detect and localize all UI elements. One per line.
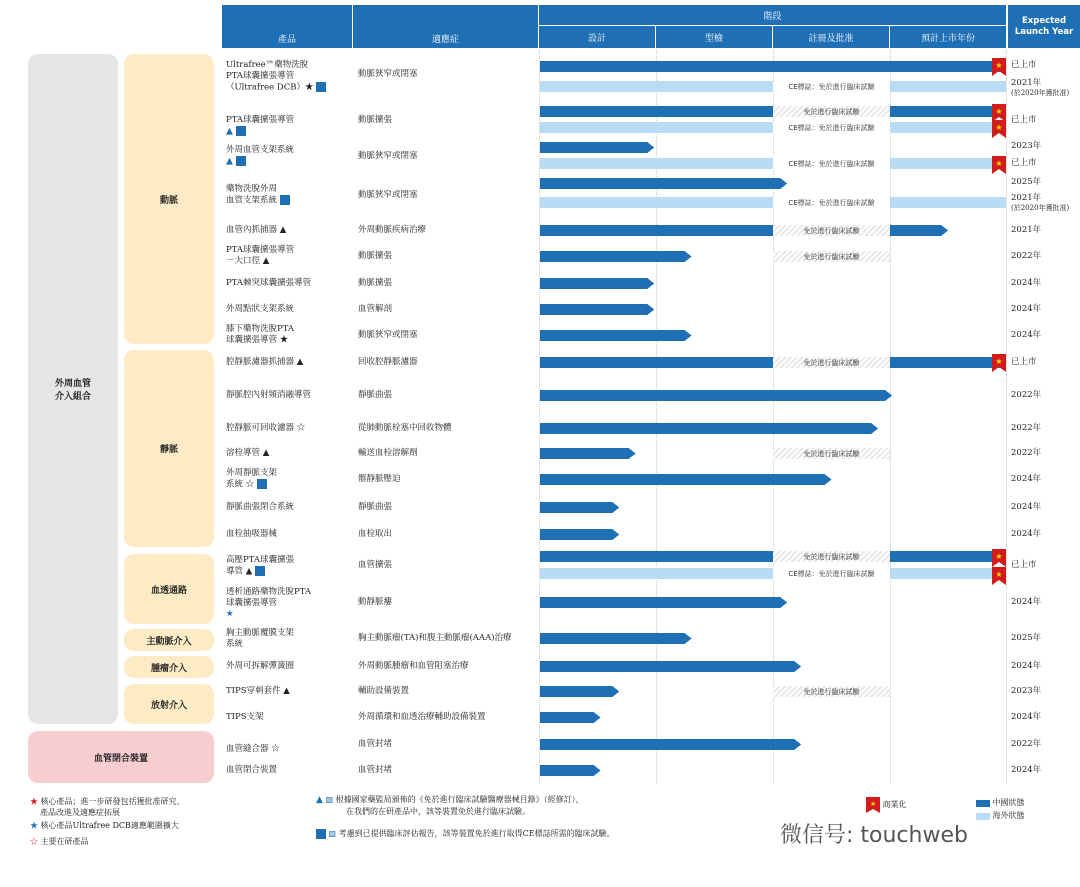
category-closure: 血管閉合裝置 <box>28 731 214 783</box>
indication-text: 動脈擴張 <box>358 278 393 288</box>
china-progress-bar <box>540 251 692 262</box>
svg-text:★: ★ <box>995 552 1003 561</box>
indication-text: 血栓取出 <box>358 529 393 539</box>
category-tumor: 腫瘤介入 <box>124 656 214 678</box>
launch-year: 2023年 <box>1011 686 1042 696</box>
indication-text: 動脈狹窄或閉塞 <box>358 151 418 161</box>
indication-text: 回收腔靜脈濾器 <box>358 357 418 367</box>
category-radiation: 放射介入 <box>124 684 214 724</box>
china-progress-bar <box>540 597 787 608</box>
product-name: 透析通路藥物洗脫PTA 球囊擴張導管 ★ <box>226 587 312 619</box>
header-launch: 預計上市年份 <box>890 26 1006 48</box>
china-progress-bar <box>540 551 773 562</box>
launch-year: 2025年 2021年 (於2020年獲批准) <box>1011 177 1070 212</box>
launch-year: 2022年 <box>1011 739 1042 749</box>
china-progress-bar <box>540 178 787 189</box>
commercial-flag-icon <box>992 58 1006 76</box>
launch-year: 2024年 <box>1011 502 1042 512</box>
launch-year: 2022年 <box>1011 448 1042 458</box>
header-indication: 適應症 <box>353 5 538 48</box>
overseas-progress-bar <box>540 122 773 133</box>
launch-year: 2025年 <box>1011 633 1042 643</box>
china-progress-bar <box>540 529 619 540</box>
china-progress-bar <box>540 304 654 315</box>
product-name: 血管閉合裝置 <box>226 765 278 775</box>
commercial-flag-icon <box>992 354 1006 372</box>
china-progress-bar <box>540 739 801 750</box>
commercial-flag-icon <box>866 797 880 813</box>
indication-text: 髂靜脈壓迫 <box>358 474 401 484</box>
indication-text: 血管封堵 <box>358 765 393 775</box>
product-name: 藥物洗脫外周 血管支架系統 <box>226 184 350 207</box>
ce-exempt-label: CE標誌：免於進行臨床試驗 <box>773 81 890 92</box>
product-name: 血管內抓捕器 ▲ <box>226 225 287 235</box>
ce-exempt-label: CE標誌：免於進行臨床試驗 <box>773 568 890 579</box>
ce-exempt-label: CE標誌：免於進行臨床試驗 <box>773 158 890 169</box>
indication-text: 靜脈曲張 <box>358 390 393 400</box>
header-design: 設計 <box>539 26 656 48</box>
product-name: 腔靜脈濾器抓捕器 ▲ <box>226 357 304 367</box>
legend-core: ★ 核心產品；進一步研發包括獲批准研究、 產品改進及適應症拓展 <box>30 797 185 817</box>
product-name: PTA球囊擴張導管 －大口徑 ▲ <box>226 245 295 266</box>
indication-text: 輸送血栓溶解劑 <box>358 448 418 458</box>
indication-text: 動脈狹窄或閉塞 <box>358 69 418 79</box>
indication-text: 靜脈曲張 <box>358 502 393 512</box>
svg-text:★: ★ <box>995 357 1003 366</box>
indication-text: 動脈狹窄或閉塞 <box>358 330 418 340</box>
legend-overseas: 海外狀態 <box>976 810 1025 821</box>
category-portfolio: 外周血管 介入組合 <box>28 54 118 724</box>
china-progress-bar <box>540 278 654 289</box>
china-progress-bar <box>540 330 692 341</box>
launch-year: 2024年 <box>1011 661 1042 671</box>
china-progress-bar <box>540 423 878 434</box>
svg-text:★: ★ <box>995 107 1003 116</box>
product-name: 外周血管支架系統 ▲ <box>226 145 295 167</box>
china-progress-bar <box>890 106 1007 117</box>
category-vein: 靜脈 <box>124 350 214 547</box>
category-dialysis: 血透通路 <box>124 554 214 624</box>
commercial-flag-icon <box>992 549 1006 567</box>
watermark: 微信号: touchweb <box>780 823 968 848</box>
exempt-label: 免於進行臨床試驗 <box>773 225 890 236</box>
launch-year: 2024年 <box>1011 474 1042 484</box>
launch-year: 2022年 <box>1011 251 1042 261</box>
svg-text:★: ★ <box>995 61 1003 70</box>
launch-year: 2024年 <box>1011 529 1042 539</box>
indication-text: 外周循環和血透治療輔助設備裝置 <box>358 712 486 722</box>
launch-year: 2024年 <box>1011 304 1042 314</box>
product-name: 血管縫合器 ☆ <box>226 744 280 754</box>
china-progress-bar <box>540 765 601 776</box>
china-progress-bar <box>540 474 832 485</box>
header-product: 產品 <box>222 5 352 48</box>
overseas-progress-bar <box>890 122 1007 133</box>
indication-text: 從肺動脈栓塞中回收物體 <box>358 423 452 433</box>
legend-note-ce: ▧ 考慮到已提供臨床評估報告，該等裝置免於進行取得CE標誌所需的臨床試驗。 <box>316 828 736 839</box>
launch-year: 已上市 <box>1011 115 1037 125</box>
header-expected: Expected Launch Year <box>1008 5 1080 48</box>
indication-text: 動脈擴張 <box>358 251 393 261</box>
legend-note-nmpa: ▲ ▧ 根據國家藥監局頒佈的《免於進行臨床試驗醫療器械目錄》（經修訂）， 在我們的在研產品中，該等裝置免於進行臨床試驗。 <box>316 795 584 816</box>
launch-year: 2023年 已上市 <box>1011 141 1042 168</box>
indication-text: 輔助設備裝置 <box>358 686 410 696</box>
legend-major: ☆ 主要在研產品 <box>30 837 89 846</box>
exempt-label: 免於進行臨床試驗 <box>773 448 890 459</box>
product-name: Ultrafree™藥物洗脫 PTA球囊擴張導管 （Ultrafree DCB）★ <box>226 60 350 94</box>
china-progress-bar <box>540 106 773 117</box>
indication-text: 血管擴張 <box>358 560 393 570</box>
exempt-label: 免於進行臨床試驗 <box>773 357 890 368</box>
launch-year: 2022年 <box>1011 423 1042 433</box>
overseas-progress-bar <box>540 568 773 579</box>
product-name: 外周點狀支架系統 <box>226 304 295 314</box>
commercial-flag-icon <box>992 156 1006 174</box>
china-progress-bar <box>540 225 773 236</box>
exempt-label: 免於進行臨床試驗 <box>773 106 890 117</box>
product-name: 溶栓導管 ▲ <box>226 448 270 458</box>
product-name: 外周可拆解彈簧圈 <box>226 661 295 671</box>
china-progress-bar <box>540 633 692 644</box>
legend-china: 中國狀態 <box>976 797 1025 808</box>
launch-year: 2022年 <box>1011 390 1042 400</box>
ce-exempt-label: CE標誌：免於進行臨床試驗 <box>773 197 890 208</box>
china-progress-bar <box>540 357 773 368</box>
china-progress-bar <box>540 390 892 401</box>
overseas-progress-bar <box>890 568 1007 579</box>
china-progress-bar <box>540 661 801 672</box>
indication-text: 血管封堵 <box>358 739 393 749</box>
china-progress-bar <box>540 61 1006 72</box>
launch-year: 2024年 <box>1011 765 1042 775</box>
launch-year: 已上市 <box>1011 357 1037 367</box>
overseas-progress-bar <box>890 158 1007 169</box>
indication-text: 外周動脈疾病治療 <box>358 225 427 235</box>
launch-year: 已上市 2021年 (於2020年獲批准) <box>1011 60 1070 97</box>
product-name: 高壓PTA球囊擴張 導管 ▲ <box>226 555 295 577</box>
product-name: 外周靜脈支架 系統 ☆ <box>226 468 278 490</box>
commercial-flag-icon <box>992 567 1006 585</box>
category-artery: 動脈 <box>124 54 214 344</box>
product-name: 胸主動脈覆膜支架 系統 <box>226 628 295 649</box>
svg-text:★: ★ <box>995 159 1003 168</box>
svg-text:★: ★ <box>869 800 877 808</box>
indication-text: 胸主動脈瘤(TA)和腹主動脈瘤(AAA)治療 <box>358 633 512 643</box>
indication-text: 動脈擴張 <box>358 115 393 125</box>
product-name: 靜脈曲張閉合系統 <box>226 502 295 512</box>
indication-text: 外周動脈腫瘤和血管阻塞治療 <box>358 661 469 671</box>
overseas-progress-bar <box>540 197 773 208</box>
exempt-label: 免於進行臨床試驗 <box>773 551 890 562</box>
china-progress-bar <box>540 142 654 153</box>
svg-text:★: ★ <box>995 570 1003 579</box>
overseas-progress-bar <box>540 158 773 169</box>
overseas-progress-bar <box>890 197 1007 208</box>
header-type-test: 型檢 <box>656 26 773 48</box>
exempt-label: 免於進行臨床試驗 <box>773 686 890 697</box>
china-progress-bar <box>540 686 619 697</box>
product-name: PTA球囊擴張導管 ▲ <box>226 115 295 137</box>
china-progress-bar <box>540 712 601 723</box>
launch-year: 2024年 <box>1011 278 1042 288</box>
overseas-progress-bar <box>540 81 773 92</box>
overseas-progress-bar <box>890 81 1007 92</box>
legend-core-dcb: ★ 核心產品Ultrafree DCB適應範圍擴大 <box>30 821 179 830</box>
china-progress-bar <box>540 502 619 513</box>
product-name: 靜脈腔內射頻消融導管 <box>226 390 312 400</box>
indication-text: 動靜脈瘻 <box>358 597 393 607</box>
indication-text: 動脈狹窄或閉塞 <box>358 190 418 200</box>
svg-text:★: ★ <box>995 123 1003 132</box>
commercial-flag-icon <box>992 120 1006 138</box>
china-progress-bar <box>890 225 948 236</box>
exempt-label: 免於進行臨床試驗 <box>773 251 890 262</box>
legend-commercial: ★ 商業化 <box>866 797 907 813</box>
product-name: TIPS支架 <box>226 712 264 722</box>
launch-year: 2024年 <box>1011 712 1042 722</box>
product-name: TIPS穿刺套件 ▲ <box>226 686 290 696</box>
indication-text: 血管解剖 <box>358 304 393 314</box>
china-progress-bar <box>890 551 1007 562</box>
header-phase: 階段 <box>539 5 1006 25</box>
launch-year: 已上市 <box>1011 560 1037 570</box>
launch-year: 2024年 <box>1011 597 1042 607</box>
china-progress-bar <box>890 357 1007 368</box>
product-name: 腔靜脈可回收濾器 ☆ <box>226 423 306 433</box>
product-name: 膝下藥物洗脫PTA 球囊擴張導管 ★ <box>226 324 295 345</box>
launch-year: 2021年 <box>1011 225 1042 235</box>
ce-exempt-label: CE標誌：免於進行臨床試驗 <box>773 122 890 133</box>
header-registration: 註冊及批准 <box>773 26 890 48</box>
launch-year: 2024年 <box>1011 330 1042 340</box>
category-aorta: 主動脈介入 <box>124 629 214 651</box>
china-progress-bar <box>540 448 636 459</box>
product-name: PTA棘突球囊擴張導管 <box>226 278 312 288</box>
product-name: 血栓抽吸器械 <box>226 529 278 539</box>
